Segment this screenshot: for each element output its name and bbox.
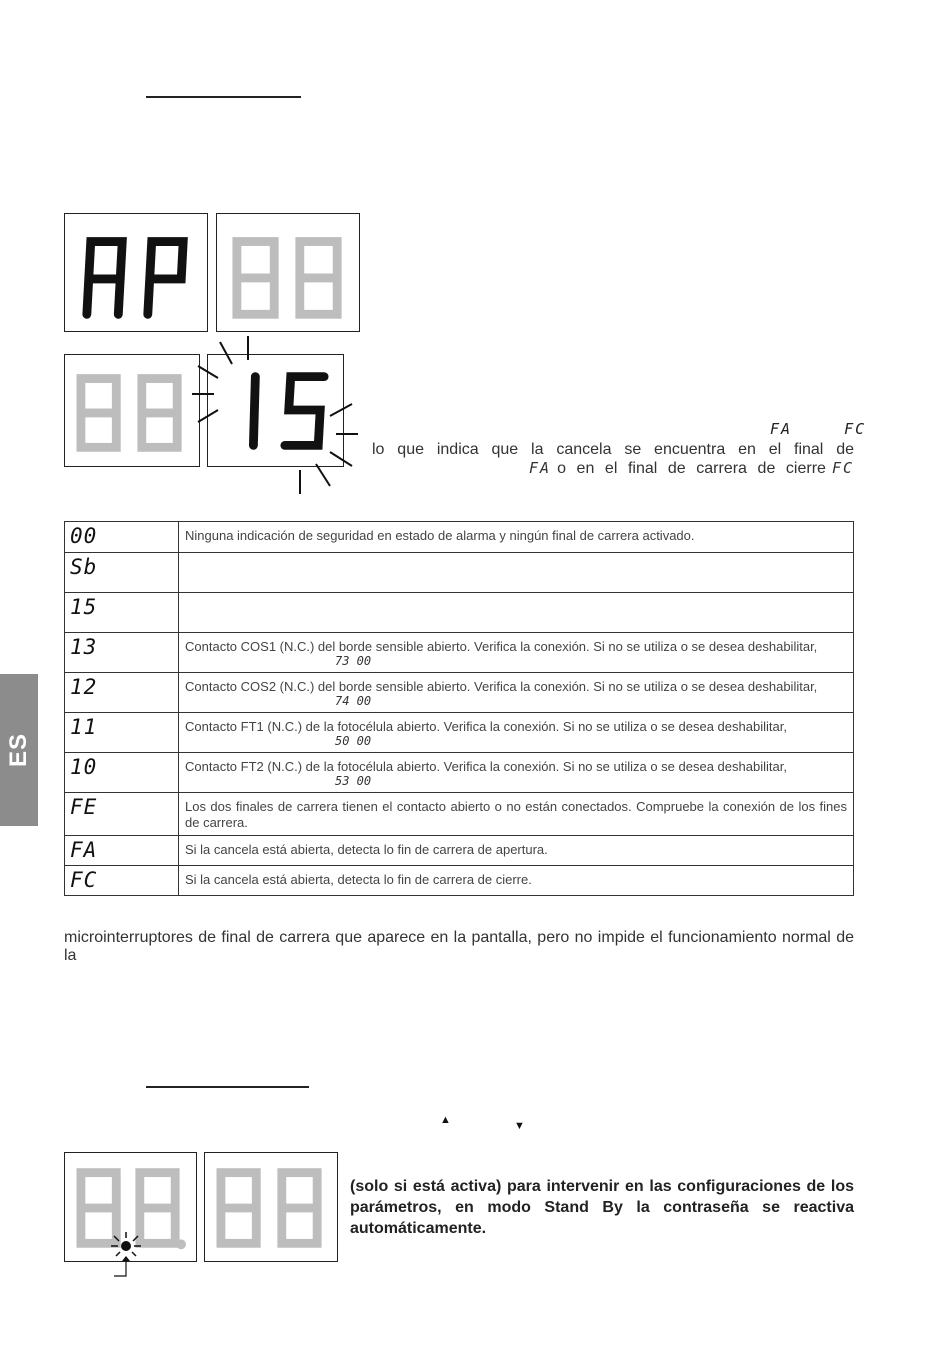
table-row (65, 673, 854, 713)
status-description (179, 633, 854, 673)
status-description-text: Si la cancela está abierta, detecta lo fin de carrera de apertura. (185, 842, 548, 857)
status-description (179, 553, 854, 593)
table-row (65, 633, 854, 673)
blink-rays (190, 334, 365, 494)
arrow-down-icon: ▼ (514, 1120, 525, 1132)
status-code: 12 (65, 673, 179, 713)
status-description-text: Ninguna indicación de seguridad en estado de alarma y ningún final de carrera activado. (185, 528, 695, 543)
status-code: 13 (65, 633, 179, 673)
status-description-text: Contacto FT2 (N.C.) de la fotocélula abierto. Verifica la conexión. Si no se utiliza o se desea deshabilitar, (185, 759, 787, 774)
status-description (179, 866, 854, 896)
table-row (65, 713, 854, 753)
status-codes-table (64, 521, 854, 896)
blinking-dot-icon (110, 1230, 150, 1280)
status-description (179, 522, 854, 553)
status-codes-line (770, 420, 866, 438)
arrow-up-icon: ▲ (440, 1114, 451, 1126)
status-code: 10 (65, 753, 179, 793)
status-code: Sb (65, 553, 179, 593)
code-fa-label: FA (770, 420, 793, 438)
status-code: FA (65, 836, 179, 866)
status-code: FC (65, 866, 179, 896)
display-top-left (64, 213, 208, 332)
status-description-text: Contacto COS2 (N.C.) del borde sensible abierto. Verifica la conexión. Si no se utiliza o se desea deshabilitar, (185, 679, 818, 694)
table-row (65, 553, 854, 593)
table-row (65, 593, 854, 633)
code-fc-inline: FC (831, 459, 854, 477)
status-description (179, 836, 854, 866)
status-description (179, 793, 854, 836)
table-row (65, 753, 854, 793)
status-description (179, 753, 854, 793)
status-code: 11 (65, 713, 179, 753)
parameter-setting: 74 00 (335, 694, 372, 708)
status-description (179, 713, 854, 753)
status-line-2: lo que indica que la cancela se encuentra en el final de (372, 441, 854, 458)
body-paragraph-line: microinterruptores de final de carrera que aparece en la pantalla, pero no impide el funcionamiento normal de la (64, 929, 854, 964)
segment-display-88-dim (205, 1153, 337, 1261)
status-description (179, 593, 854, 633)
status-description-text: Los dos finales de carrera tienen el contacto abierto o no están conectados. Compruebe la conexión de los fines de carrera. (185, 799, 847, 830)
status-code: 00 (65, 522, 179, 553)
password-paragraph: (solo si está activa) para intervenir en las configuraciones de los parámetros, en modo Stand By la contraseña se reactiva automáticamente. (350, 1178, 854, 1237)
table-row (65, 866, 854, 896)
status-description-text: Si la cancela está abierta, detecta lo fin de carrera de cierre. (185, 872, 532, 887)
status-line-3 (529, 459, 854, 478)
display-top-right (216, 213, 360, 332)
section-rule-top (146, 96, 301, 98)
segment-display-ap (65, 214, 207, 331)
code-fa-inline: FA (529, 459, 552, 477)
display-bottom-left (64, 354, 200, 467)
parameter-setting: 73 00 (335, 654, 372, 668)
parameter-setting: 50 00 (335, 734, 372, 748)
display-password-right (204, 1152, 338, 1262)
section-rule-bottom (146, 1086, 309, 1088)
table-row (65, 522, 854, 553)
status-line-3-text: o en el final de carrera de cierre (557, 460, 826, 477)
status-code: 15 (65, 593, 179, 633)
status-code: FE (65, 793, 179, 836)
parameter-setting: 53 00 (335, 774, 372, 788)
code-fc-label: FC (844, 420, 867, 438)
table-row (65, 793, 854, 836)
language-tab (0, 674, 38, 826)
segment-display-88-dim (217, 214, 359, 331)
status-description-text: Contacto FT1 (N.C.) de la fotocélula abierto. Verifica la conexión. Si no se utiliza o se desea deshabilitar, (185, 719, 787, 734)
segment-display-88-dim (65, 355, 199, 466)
status-description (179, 673, 854, 713)
language-tab-label: ES (5, 732, 32, 768)
table-row (65, 836, 854, 866)
status-description-text: Contacto COS1 (N.C.) del borde sensible abierto. Verifica la conexión. Si no se utiliza o se desea deshabilitar, (185, 639, 818, 654)
